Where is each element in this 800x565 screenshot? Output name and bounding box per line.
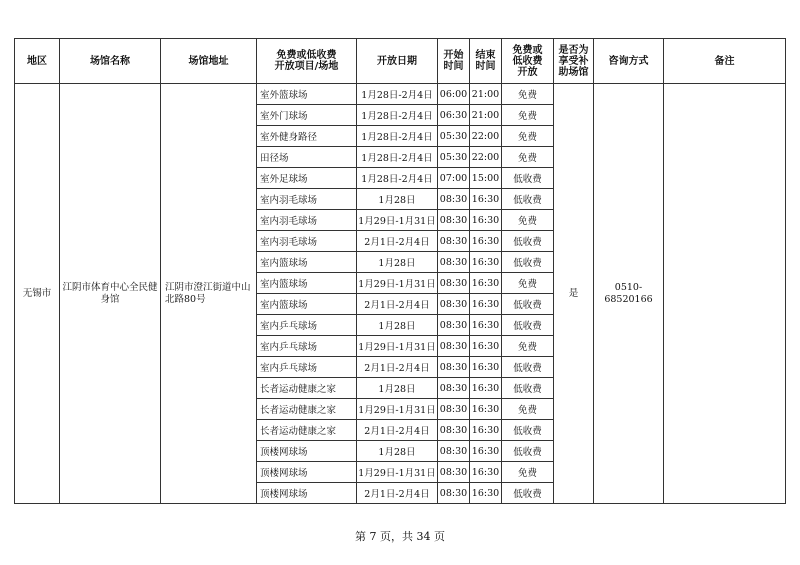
item-cell: 长者运动健康之家 xyxy=(257,420,357,441)
table-row xyxy=(15,84,786,105)
dates-cell: 2月1日-2月4日 xyxy=(357,357,438,378)
end-time-cell: 16:30 xyxy=(470,399,502,420)
dates-cell: 1月28日 xyxy=(357,441,438,462)
item-cell: 室内羽毛球场 xyxy=(257,231,357,252)
item-cell: 长者运动健康之家 xyxy=(257,378,357,399)
item-cell: 顶楼网球场 xyxy=(257,462,357,483)
fee-cell: 低收费 xyxy=(502,231,554,252)
fee-cell: 免费 xyxy=(502,336,554,357)
col-header-item: 免费或低收费 开放项目/场地 xyxy=(257,39,357,84)
start-time-cell: 08:30 xyxy=(438,252,470,273)
dates-cell: 1月29日-1月31日 xyxy=(357,399,438,420)
header-row xyxy=(15,39,786,84)
fee-cell: 低收费 xyxy=(502,378,554,399)
start-time-cell: 08:30 xyxy=(438,399,470,420)
col-header-region: 地区 xyxy=(15,39,60,84)
page-footer: 第 7 页，共 34 页 xyxy=(355,530,445,543)
start-time-cell: 08:30 xyxy=(438,231,470,252)
venue-name-cell: 江阴市体育中心全民健身馆 xyxy=(60,84,161,504)
col-header-venue-address: 场馆地址 xyxy=(161,39,257,84)
item-cell: 田径场 xyxy=(257,147,357,168)
item-cell: 室外足球场 xyxy=(257,168,357,189)
dates-cell: 2月1日-2月4日 xyxy=(357,420,438,441)
item-cell: 顶楼网球场 xyxy=(257,483,357,504)
end-time-cell: 16:30 xyxy=(470,315,502,336)
item-cell: 长者运动健康之家 xyxy=(257,399,357,420)
start-time-cell: 08:30 xyxy=(438,273,470,294)
item-cell: 室内篮球场 xyxy=(257,252,357,273)
fee-cell: 低收费 xyxy=(502,294,554,315)
start-time-cell: 08:30 xyxy=(438,189,470,210)
dates-cell: 1月28日 xyxy=(357,315,438,336)
col-header-start-time: 开始 时间 xyxy=(438,39,470,84)
item-cell: 室外健身路径 xyxy=(257,126,357,147)
end-time-cell: 16:30 xyxy=(470,357,502,378)
contact-cell: 0510-68520166 xyxy=(594,84,664,504)
end-time-cell: 22:00 xyxy=(470,147,502,168)
start-time-cell: 08:30 xyxy=(438,420,470,441)
dates-cell: 2月1日-2月4日 xyxy=(357,231,438,252)
end-time-cell: 16:30 xyxy=(470,210,502,231)
fee-cell: 低收费 xyxy=(502,252,554,273)
col-header-subsidized: 是否为 享受补 助场馆 xyxy=(554,39,594,84)
start-time-cell: 08:30 xyxy=(438,357,470,378)
dates-cell: 1月29日-1月31日 xyxy=(357,462,438,483)
fee-cell: 免费 xyxy=(502,462,554,483)
dates-cell: 1月28日-2月4日 xyxy=(357,84,438,105)
end-time-cell: 16:30 xyxy=(470,231,502,252)
end-time-cell: 21:00 xyxy=(470,84,502,105)
dates-cell: 1月29日-1月31日 xyxy=(357,336,438,357)
item-cell: 室内篮球场 xyxy=(257,294,357,315)
start-time-cell: 07:00 xyxy=(438,168,470,189)
fee-cell: 免费 xyxy=(502,399,554,420)
end-time-cell: 16:30 xyxy=(470,294,502,315)
col-header-fee-type: 免费或 低收费 开放 xyxy=(502,39,554,84)
fee-cell: 低收费 xyxy=(502,483,554,504)
dates-cell: 1月28日 xyxy=(357,189,438,210)
col-header-end-time: 结束 时间 xyxy=(470,39,502,84)
start-time-cell: 06:30 xyxy=(438,105,470,126)
col-header-venue-name: 场馆名称 xyxy=(60,39,161,84)
start-time-cell: 08:30 xyxy=(438,294,470,315)
end-time-cell: 16:30 xyxy=(470,441,502,462)
fee-cell: 免费 xyxy=(502,105,554,126)
dates-cell: 1月28日 xyxy=(357,378,438,399)
item-cell: 室内乒乓球场 xyxy=(257,357,357,378)
subsidized-cell: 是 xyxy=(554,84,594,504)
col-header-dates: 开放日期 xyxy=(357,39,438,84)
item-cell: 室内篮球场 xyxy=(257,273,357,294)
item-cell: 室外门球场 xyxy=(257,105,357,126)
start-time-cell: 08:30 xyxy=(438,483,470,504)
item-cell: 室内羽毛球场 xyxy=(257,210,357,231)
end-time-cell: 16:30 xyxy=(470,273,502,294)
fee-cell: 低收费 xyxy=(502,168,554,189)
remarks-cell xyxy=(664,84,786,504)
fee-cell: 免费 xyxy=(502,273,554,294)
fee-cell: 低收费 xyxy=(502,357,554,378)
end-time-cell: 16:30 xyxy=(470,252,502,273)
item-cell: 室内乒乓球场 xyxy=(257,315,357,336)
fee-cell: 低收费 xyxy=(502,441,554,462)
dates-cell: 1月29日-1月31日 xyxy=(357,273,438,294)
start-time-cell: 08:30 xyxy=(438,336,470,357)
fee-cell: 免费 xyxy=(502,126,554,147)
end-time-cell: 21:00 xyxy=(470,105,502,126)
item-cell: 室内羽毛球场 xyxy=(257,189,357,210)
fee-cell: 低收费 xyxy=(502,420,554,441)
dates-cell: 1月28日-2月4日 xyxy=(357,105,438,126)
start-time-cell: 06:00 xyxy=(438,84,470,105)
end-time-cell: 16:30 xyxy=(470,483,502,504)
start-time-cell: 08:30 xyxy=(438,378,470,399)
venue-table xyxy=(14,38,786,504)
region-cell: 无锡市 xyxy=(15,84,60,504)
start-time-cell: 05:30 xyxy=(438,147,470,168)
fee-cell: 免费 xyxy=(502,210,554,231)
fee-cell: 低收费 xyxy=(502,189,554,210)
dates-cell: 1月29日-1月31日 xyxy=(357,210,438,231)
end-time-cell: 16:30 xyxy=(470,378,502,399)
fee-cell: 免费 xyxy=(502,147,554,168)
start-time-cell: 08:30 xyxy=(438,315,470,336)
col-header-remarks: 备注 xyxy=(664,39,786,84)
item-cell: 室内乒乓球场 xyxy=(257,336,357,357)
end-time-cell: 16:30 xyxy=(470,189,502,210)
end-time-cell: 15:00 xyxy=(470,168,502,189)
dates-cell: 2月1日-2月4日 xyxy=(357,294,438,315)
dates-cell: 1月28日 xyxy=(357,252,438,273)
end-time-cell: 22:00 xyxy=(470,126,502,147)
item-cell: 室外篮球场 xyxy=(257,84,357,105)
item-cell: 顶楼网球场 xyxy=(257,441,357,462)
venue-address-cell: 江阴市澄江街道中山北路80号 xyxy=(161,84,257,504)
end-time-cell: 16:30 xyxy=(470,420,502,441)
end-time-cell: 16:30 xyxy=(470,462,502,483)
start-time-cell: 05:30 xyxy=(438,126,470,147)
end-time-cell: 16:30 xyxy=(470,336,502,357)
start-time-cell: 08:30 xyxy=(438,210,470,231)
dates-cell: 2月1日-2月4日 xyxy=(357,483,438,504)
dates-cell: 1月28日-2月4日 xyxy=(357,126,438,147)
fee-cell: 免费 xyxy=(502,84,554,105)
start-time-cell: 08:30 xyxy=(438,441,470,462)
dates-cell: 1月28日-2月4日 xyxy=(357,168,438,189)
fee-cell: 低收费 xyxy=(502,315,554,336)
dates-cell: 1月28日-2月4日 xyxy=(357,147,438,168)
start-time-cell: 08:30 xyxy=(438,462,470,483)
col-header-contact: 咨询方式 xyxy=(594,39,664,84)
